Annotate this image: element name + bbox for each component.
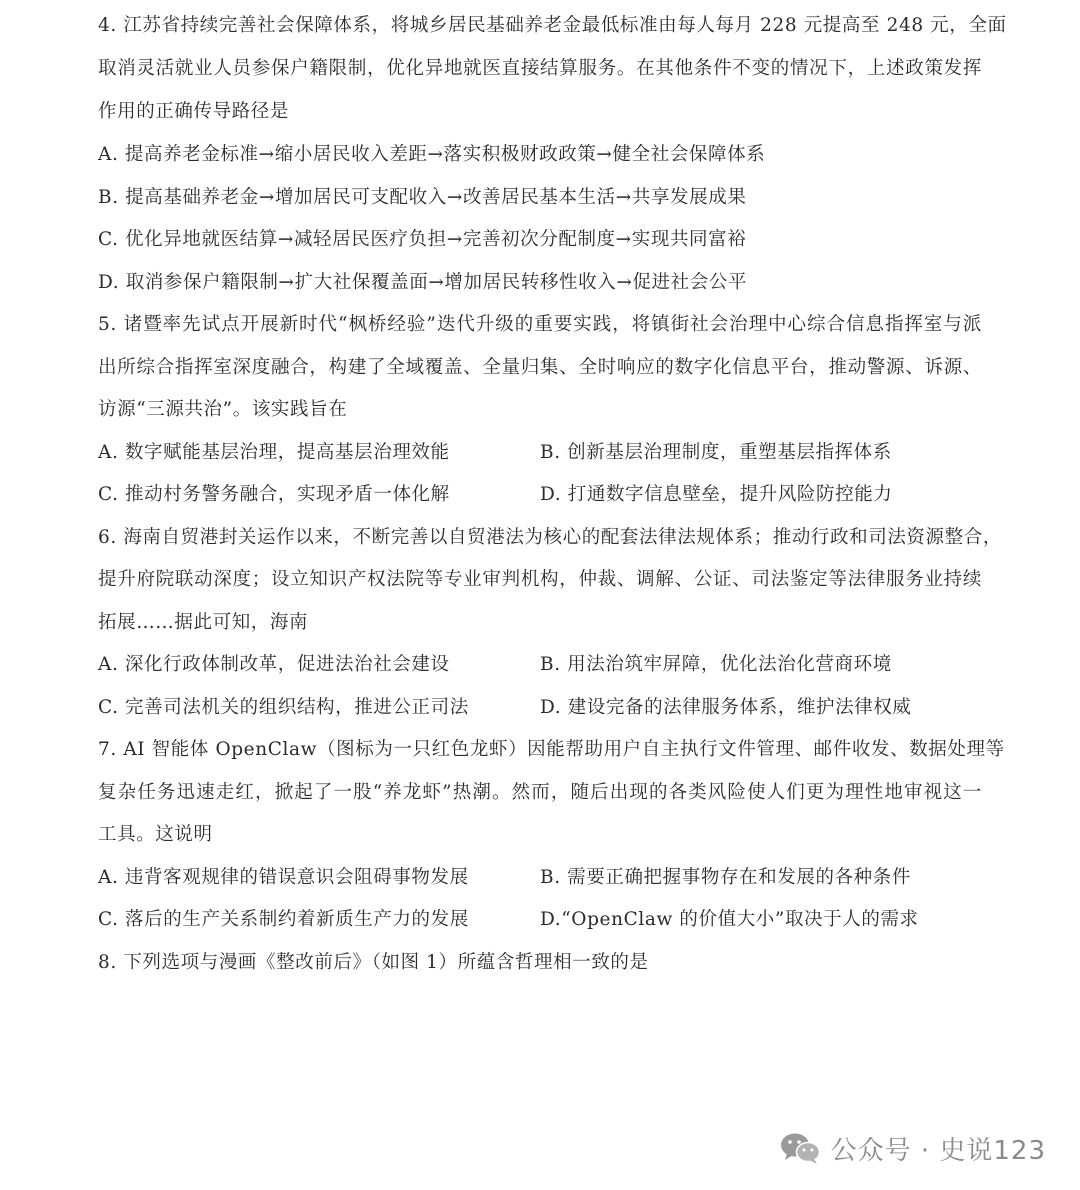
q4-stem-line-2: 取消灵活就业人员参保户籍限制，优化异地就医直接结算服务。在其他条件不变的情况下，上述政策发挥 [98,58,982,79]
q4-option-d: D. 取消参保户籍限制→扩大社保覆盖面→增加居民转移性收入→促进社会公平 [98,272,748,293]
q4-option-c: C. 优化异地就医结算→减轻居民医疗负担→完善初次分配制度→实现共同富裕 [98,229,747,250]
q7-stem-line-3: 工具。这说明 [98,824,213,845]
q6-stem-line-1: 6. 海南自贸港封关运作以来，不断完善以自贸港法为核心的配套法律法规体系；推动行政和司法资源整合， [98,527,1002,548]
q6-option-a: A. 深化行政体制改革，促进法治社会建设 [98,654,450,675]
watermark-text: 公众号 · 史说123 [830,1135,1046,1166]
q5-option-c: C. 推动村务警务融合，实现矛盾一体化解 [98,484,450,505]
q5-stem-line-3: 访源“三源共治”。该实践旨在 [98,399,348,420]
q5-stem-line-1: 5. 诸暨率先试点开展新时代“枫桥经验”迭代升级的重要实践，将镇街社会治理中心综合信息指挥室与派 [98,314,982,335]
q6-stem-line-3: 拓展……据此可知，海南 [98,612,309,633]
q5-option-b: B. 创新基层治理制度，重塑基层指挥体系 [540,442,892,463]
q7-option-d: D.“OpenClaw 的价值大小”取决于人的需求 [540,909,919,930]
q4-stem-line-3: 作用的正确传导路径是 [98,101,290,122]
q7-stem-line-1: 7. AI 智能体 OpenClaw（图标为一只红色龙虾）因能帮助用户自主执行文件管理、邮件收发、数据处理等 [98,739,1005,760]
q7-option-a: A. 违背客观规律的错误意识会阻碍事物发展 [98,867,469,888]
q4-option-b: B. 提高基础养老金→增加居民可支配收入→改善居民基本生活→共享发展成果 [98,187,747,208]
q5-option-d: D. 打通数字信息壁垒，提升风险防控能力 [540,484,893,505]
q7-stem-line-2: 复杂任务迅速走红，掀起了一股“养龙虾”热潮。然而，随后出现的各类风险使人们更为理性地审视这一 [98,782,982,803]
q6-option-b: B. 用法治筑牢屏障，优化法治化营商环境 [540,654,892,675]
q7-option-c: C. 落后的生产关系制约着新质生产力的发展 [98,909,469,930]
q6-option-d: D. 建设完备的法律服务体系，维护法律权威 [540,697,912,718]
wechat-watermark [779,1130,1046,1166]
q7-option-b: B. 需要正确把握事物存在和发展的各种条件 [540,867,911,888]
q8-stem-line-1: 8. 下列选项与漫画《整改前后》（如图 1）所蕴含哲理相一致的是 [98,952,649,973]
q4-stem-line-1: 4. 江苏省持续完善社会保障体系，将城乡居民基础养老金最低标准由每人每月 228 元提高至 248 元，全面 [98,15,1007,36]
q5-stem-line-2: 出所综合指挥室深度融合，构建了全域覆盖、全量归集、全时响应的数字化信息平台，推动警源、诉源、 [98,357,982,378]
wechat-icon [779,1131,821,1165]
q4-option-a: A. 提高养老金标准→缩小居民收入差距→落实积极财政政策→健全社会保障体系 [98,144,766,165]
q6-stem-line-2: 提升府院联动深度；设立知识产权法院等专业审判机构，仲裁、调解、公证、司法鉴定等法律服务业持续 [98,569,982,590]
q6-option-c: C. 完善司法机关的组织结构，推进公正司法 [98,697,469,718]
q5-option-a: A. 数字赋能基层治理，提高基层治理效能 [98,442,450,463]
